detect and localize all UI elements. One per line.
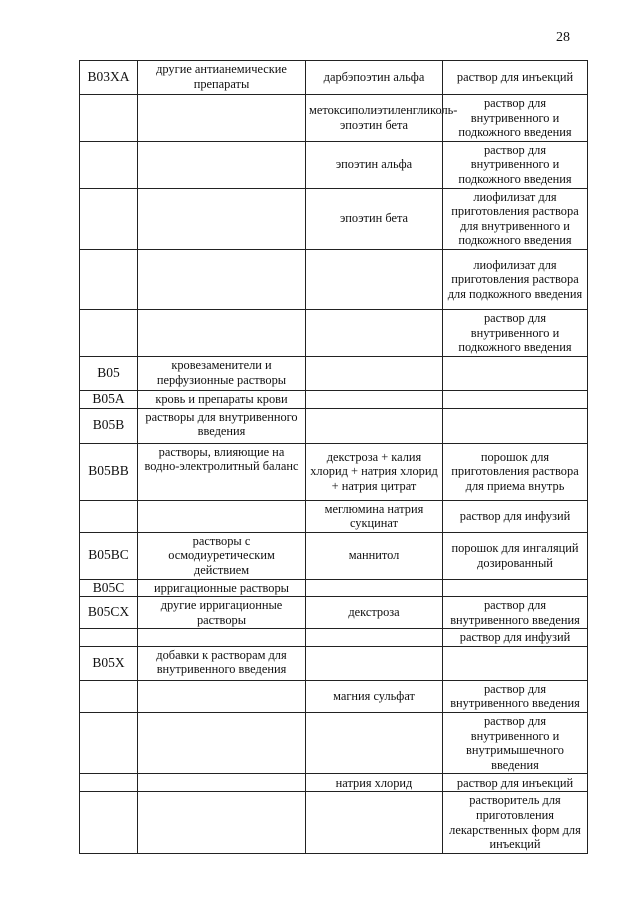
row-group: другие антианемические препараты [138, 61, 306, 95]
table-row [80, 680, 588, 712]
row-group [138, 95, 306, 142]
table-row [80, 61, 588, 95]
row-dosage-form [443, 579, 588, 597]
row-dosage-form: раствор для внутривенного и подкожного введения [443, 95, 588, 142]
row-group: ирригационные растворы [138, 579, 306, 597]
table-row [80, 141, 588, 188]
drug-table [79, 60, 588, 854]
row-code [80, 680, 138, 712]
row-code [80, 249, 138, 309]
row-substance: дарбэпоэтин альфа [306, 61, 443, 95]
table-row [80, 390, 588, 408]
row-code: B05B [80, 408, 138, 443]
row-substance [306, 408, 443, 443]
table-row [80, 774, 588, 792]
row-group [138, 188, 306, 249]
row-substance: магния сульфат [306, 680, 443, 712]
row-substance [306, 792, 443, 853]
table-row [80, 579, 588, 597]
row-dosage-form: раствор для внутривенного и подкожного введения [443, 309, 588, 356]
row-group: кровь и препараты крови [138, 390, 306, 408]
row-group: добавки к растворам для внутривенного введения [138, 646, 306, 680]
row-group: растворы для внутривенного введения [138, 408, 306, 443]
row-code [80, 629, 138, 647]
row-code: B05BC [80, 532, 138, 579]
row-substance [306, 629, 443, 647]
table-row [80, 646, 588, 680]
row-substance: метоксиполиэтиленгликоль-эпоэтин бета [306, 95, 443, 142]
row-substance [306, 646, 443, 680]
row-substance [306, 390, 443, 408]
row-code [80, 309, 138, 356]
row-group [138, 792, 306, 853]
row-code [80, 188, 138, 249]
row-substance [306, 713, 443, 774]
row-group [138, 141, 306, 188]
row-substance: маннитол [306, 532, 443, 579]
row-code: B05X [80, 646, 138, 680]
row-code: B05A [80, 390, 138, 408]
row-substance [306, 579, 443, 597]
row-dosage-form: лиофилизат для приготовления раствора для внутривенного и подкожного введения [443, 188, 588, 249]
row-dosage-form: раствор для внутривенного введения [443, 680, 588, 712]
row-dosage-form: раствор для инфузий [443, 629, 588, 647]
table-row [80, 95, 588, 142]
row-dosage-form [443, 390, 588, 408]
table-row [80, 532, 588, 579]
table-row [80, 249, 588, 309]
row-dosage-form [443, 408, 588, 443]
row-group [138, 309, 306, 356]
row-dosage-form: раствор для инъекций [443, 61, 588, 95]
row-dosage-form: раствор для внутривенного введения [443, 597, 588, 629]
row-substance: натрия хлорид [306, 774, 443, 792]
row-substance [306, 249, 443, 309]
page-number: 28 [556, 30, 570, 45]
row-substance [306, 356, 443, 390]
row-dosage-form: раствор для внутривенного и подкожного введения [443, 141, 588, 188]
table-row [80, 597, 588, 629]
row-code [80, 792, 138, 853]
row-group: растворы, влияющие на водно-электролитный баланс [138, 443, 306, 500]
row-group [138, 629, 306, 647]
row-group [138, 500, 306, 532]
row-code [80, 141, 138, 188]
table-row [80, 500, 588, 532]
row-dosage-form: растворитель для приготовления лекарственных форм для инъекций [443, 792, 588, 853]
row-group [138, 680, 306, 712]
row-dosage-form: порошок для приготовления раствора для приема внутрь [443, 443, 588, 500]
row-dosage-form: раствор для внутривенного и внутримышечного введения [443, 713, 588, 774]
table-row [80, 713, 588, 774]
row-substance: эпоэтин альфа [306, 141, 443, 188]
row-code: B05CX [80, 597, 138, 629]
row-code: B05 [80, 356, 138, 390]
row-dosage-form: лиофилизат для приготовления раствора для подкожного введения [443, 249, 588, 309]
row-code: B03XA [80, 61, 138, 95]
row-group [138, 249, 306, 309]
row-dosage-form: раствор для инфузий [443, 500, 588, 532]
row-dosage-form [443, 646, 588, 680]
row-substance: декстроза [306, 597, 443, 629]
row-code [80, 500, 138, 532]
row-group [138, 713, 306, 774]
row-group: кровезаменители и перфузионные растворы [138, 356, 306, 390]
row-code [80, 95, 138, 142]
row-code [80, 713, 138, 774]
row-group [138, 774, 306, 792]
row-group: другие ирригационные растворы [138, 597, 306, 629]
row-substance: эпоэтин бета [306, 188, 443, 249]
row-substance: меглюмина натрия сукцинат [306, 500, 443, 532]
table-row [80, 188, 588, 249]
row-code [80, 774, 138, 792]
table-row [80, 792, 588, 853]
row-dosage-form: раствор для инъекций [443, 774, 588, 792]
row-substance: декстроза + калия хлорид + натрия хлорид + натрия цитрат [306, 443, 443, 500]
row-code: B05BB [80, 443, 138, 500]
row-group: растворы с осмодиуретическим действием [138, 532, 306, 579]
table-row [80, 309, 588, 356]
table-row [80, 408, 588, 443]
table-row [80, 629, 588, 647]
row-substance [306, 309, 443, 356]
row-dosage-form: порошок для ингаляций дозированный [443, 532, 588, 579]
row-dosage-form [443, 356, 588, 390]
row-code: B05C [80, 579, 138, 597]
table-row [80, 356, 588, 390]
table-row [80, 443, 588, 500]
